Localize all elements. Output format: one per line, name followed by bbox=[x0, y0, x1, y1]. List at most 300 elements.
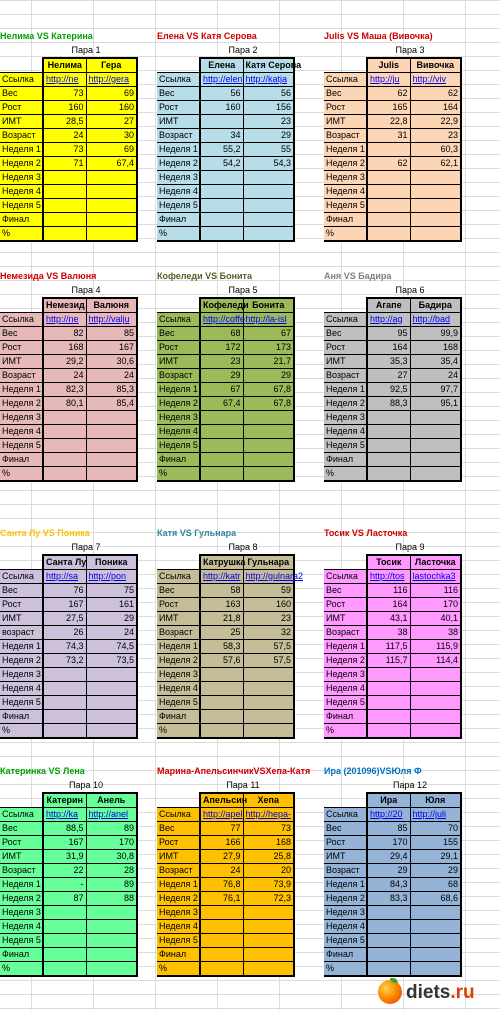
row-label-cell[interactable]: Вес bbox=[324, 822, 367, 836]
profile-link-cell[interactable]: http://pon bbox=[86, 570, 137, 584]
value-cell[interactable]: 95 bbox=[367, 327, 410, 341]
row-label-cell[interactable]: Ссылка bbox=[324, 570, 367, 584]
row-label-cell[interactable]: % bbox=[324, 467, 367, 482]
value-cell[interactable]: 40,1 bbox=[410, 612, 461, 626]
empty-cell[interactable] bbox=[410, 425, 461, 439]
value-cell[interactable]: 168 bbox=[243, 836, 294, 850]
row-label-cell[interactable]: возраст bbox=[0, 626, 43, 640]
row-label-cell[interactable]: Рост bbox=[157, 598, 200, 612]
value-cell[interactable]: 23 bbox=[243, 115, 294, 129]
row-label-cell[interactable]: Вес bbox=[324, 327, 367, 341]
empty-cell[interactable] bbox=[243, 934, 294, 948]
pair-title[interactable]: Кофеледи VS Бонита bbox=[157, 271, 252, 281]
empty-cell[interactable] bbox=[200, 425, 243, 439]
row-label-cell[interactable]: Неделя 5 bbox=[324, 696, 367, 710]
row-label-cell[interactable]: Возраст bbox=[157, 626, 200, 640]
participant-name-cell[interactable]: Ласточка bbox=[410, 555, 461, 570]
row-label-cell[interactable]: Неделя 1 bbox=[0, 878, 43, 892]
value-cell[interactable]: 27,9 bbox=[200, 850, 243, 864]
value-cell[interactable]: 29 bbox=[243, 369, 294, 383]
value-cell[interactable] bbox=[367, 143, 410, 157]
value-cell[interactable]: 73 bbox=[43, 143, 86, 157]
value-cell[interactable]: 85,4 bbox=[86, 397, 137, 411]
value-cell[interactable]: 67,8 bbox=[243, 397, 294, 411]
row-label-cell[interactable]: Ссылка bbox=[157, 73, 200, 87]
value-cell[interactable]: 21,7 bbox=[243, 355, 294, 369]
empty-cell[interactable] bbox=[86, 227, 137, 242]
value-cell[interactable]: 170 bbox=[410, 598, 461, 612]
value-cell[interactable]: 160 bbox=[86, 101, 137, 115]
value-cell[interactable]: 92,5 bbox=[367, 383, 410, 397]
value-cell[interactable]: 73 bbox=[43, 87, 86, 101]
value-cell[interactable]: 164 bbox=[367, 341, 410, 355]
row-label-cell[interactable]: % bbox=[157, 467, 200, 482]
value-cell[interactable]: 74,5 bbox=[86, 640, 137, 654]
participant-name-cell[interactable]: Хепа bbox=[243, 793, 294, 808]
profile-link-cell[interactable]: http://ka bbox=[43, 808, 86, 822]
empty-cell[interactable] bbox=[86, 682, 137, 696]
participant-name-cell[interactable]: Julis bbox=[367, 58, 410, 73]
profile-link-cell[interactable]: http://sa bbox=[43, 570, 86, 584]
pair-title[interactable]: Немезида VS Валюня bbox=[0, 271, 97, 281]
profile-link-cell[interactable]: http://viv bbox=[410, 73, 461, 87]
empty-cell[interactable] bbox=[43, 171, 86, 185]
row-label-cell[interactable]: ИМТ bbox=[324, 850, 367, 864]
empty-cell[interactable] bbox=[410, 467, 461, 482]
value-cell[interactable]: 20 bbox=[243, 864, 294, 878]
row-label-cell[interactable]: Неделя 1 bbox=[157, 640, 200, 654]
value-cell[interactable]: 62,1 bbox=[410, 157, 461, 171]
empty-cell[interactable] bbox=[367, 724, 410, 739]
row-label-cell[interactable]: Неделя 1 bbox=[324, 143, 367, 157]
empty-cell[interactable] bbox=[367, 467, 410, 482]
empty-cell[interactable] bbox=[243, 710, 294, 724]
row-label-cell[interactable]: Неделя 4 bbox=[0, 425, 43, 439]
empty-cell[interactable] bbox=[200, 411, 243, 425]
row-label-cell[interactable]: Неделя 5 bbox=[157, 934, 200, 948]
value-cell[interactable]: 72,3 bbox=[243, 892, 294, 906]
row-label-cell[interactable]: Финал bbox=[0, 710, 43, 724]
empty-cell[interactable] bbox=[410, 439, 461, 453]
row-label-cell[interactable]: % bbox=[0, 227, 43, 242]
empty-cell[interactable] bbox=[200, 962, 243, 977]
empty-cell[interactable] bbox=[243, 171, 294, 185]
empty-cell[interactable] bbox=[367, 411, 410, 425]
value-cell[interactable]: 27,5 bbox=[43, 612, 86, 626]
empty-cell[interactable] bbox=[200, 668, 243, 682]
row-label-cell[interactable]: Ссылка bbox=[157, 570, 200, 584]
value-cell[interactable]: 75 bbox=[86, 584, 137, 598]
row-label-cell[interactable]: Финал bbox=[324, 453, 367, 467]
row-label-cell[interactable]: Финал bbox=[324, 213, 367, 227]
row-label-cell[interactable]: Финал bbox=[157, 213, 200, 227]
empty-cell[interactable] bbox=[243, 724, 294, 739]
row-label-cell[interactable]: Финал bbox=[0, 948, 43, 962]
participant-name-cell[interactable]: Нелима bbox=[43, 58, 86, 73]
value-cell[interactable]: 82 bbox=[43, 327, 86, 341]
value-cell[interactable]: 67,4 bbox=[86, 157, 137, 171]
value-cell[interactable]: 82,3 bbox=[43, 383, 86, 397]
empty-cell[interactable] bbox=[43, 724, 86, 739]
value-cell[interactable]: 88,5 bbox=[43, 822, 86, 836]
value-cell[interactable]: 89 bbox=[86, 878, 137, 892]
row-label-cell[interactable]: Ссылка bbox=[324, 808, 367, 822]
profile-link-cell[interactable]: http://apel bbox=[200, 808, 243, 822]
empty-cell[interactable] bbox=[367, 425, 410, 439]
value-cell[interactable]: 38 bbox=[367, 626, 410, 640]
profile-link-cell[interactable]: http://la-isl bbox=[243, 313, 294, 327]
value-cell[interactable]: 114,4 bbox=[410, 654, 461, 668]
empty-cell[interactable] bbox=[410, 227, 461, 242]
row-label-cell[interactable]: Неделя 3 bbox=[157, 906, 200, 920]
value-cell[interactable]: 30,8 bbox=[86, 850, 137, 864]
row-label-cell[interactable]: Возраст bbox=[324, 129, 367, 143]
value-cell[interactable]: 160 bbox=[43, 101, 86, 115]
row-label-cell[interactable]: Рост bbox=[324, 836, 367, 850]
value-cell[interactable]: 161 bbox=[86, 598, 137, 612]
row-label-cell[interactable]: Неделя 4 bbox=[0, 682, 43, 696]
value-cell[interactable]: 62 bbox=[367, 157, 410, 171]
value-cell[interactable]: 29 bbox=[200, 369, 243, 383]
empty-cell[interactable] bbox=[86, 724, 137, 739]
profile-link-cell[interactable]: http://ju bbox=[367, 73, 410, 87]
value-cell[interactable]: 24 bbox=[200, 864, 243, 878]
row-label-cell[interactable]: Ссылка bbox=[324, 73, 367, 87]
row-label-cell[interactable]: Возраст bbox=[324, 864, 367, 878]
value-cell[interactable]: 30 bbox=[86, 129, 137, 143]
value-cell[interactable]: 29,4 bbox=[367, 850, 410, 864]
empty-cell[interactable] bbox=[367, 213, 410, 227]
empty-cell[interactable] bbox=[243, 213, 294, 227]
empty-cell[interactable] bbox=[43, 696, 86, 710]
empty-cell[interactable] bbox=[200, 439, 243, 453]
value-cell[interactable]: 55 bbox=[243, 143, 294, 157]
row-label-cell[interactable]: Вес bbox=[0, 87, 43, 101]
row-label-cell[interactable]: % bbox=[157, 227, 200, 242]
value-cell[interactable]: 70 bbox=[410, 822, 461, 836]
value-cell[interactable]: 35,4 bbox=[410, 355, 461, 369]
value-cell[interactable]: 32 bbox=[243, 626, 294, 640]
row-label-cell[interactable]: Неделя 4 bbox=[0, 185, 43, 199]
value-cell[interactable]: 170 bbox=[367, 836, 410, 850]
empty-cell[interactable] bbox=[43, 668, 86, 682]
empty-cell[interactable] bbox=[410, 411, 461, 425]
value-cell[interactable]: 88,3 bbox=[367, 397, 410, 411]
header-empty-cell[interactable] bbox=[0, 298, 43, 313]
empty-cell[interactable] bbox=[243, 682, 294, 696]
empty-cell[interactable] bbox=[367, 185, 410, 199]
empty-cell[interactable] bbox=[243, 467, 294, 482]
value-cell[interactable]: 84,3 bbox=[367, 878, 410, 892]
pair-title[interactable]: Ира (201096)VSЮля Ф bbox=[324, 766, 422, 776]
row-label-cell[interactable]: Рост bbox=[324, 341, 367, 355]
value-cell[interactable]: 62 bbox=[410, 87, 461, 101]
value-cell[interactable]: - bbox=[43, 878, 86, 892]
row-label-cell[interactable]: % bbox=[157, 724, 200, 739]
row-label-cell[interactable]: Финал bbox=[324, 710, 367, 724]
empty-cell[interactable] bbox=[410, 453, 461, 467]
empty-cell[interactable] bbox=[367, 682, 410, 696]
empty-cell[interactable] bbox=[367, 710, 410, 724]
empty-cell[interactable] bbox=[86, 906, 137, 920]
header-empty-cell[interactable] bbox=[324, 793, 367, 808]
value-cell[interactable]: 62 bbox=[367, 87, 410, 101]
value-cell[interactable]: 155 bbox=[410, 836, 461, 850]
pair-number[interactable]: Пара 6 bbox=[395, 285, 425, 295]
empty-cell[interactable] bbox=[367, 962, 410, 977]
value-cell[interactable]: 67 bbox=[200, 383, 243, 397]
empty-cell[interactable] bbox=[43, 425, 86, 439]
row-label-cell[interactable]: Неделя 3 bbox=[324, 171, 367, 185]
row-label-cell[interactable]: ИМТ bbox=[157, 850, 200, 864]
pair-number[interactable]: Пара 2 bbox=[228, 45, 258, 55]
participant-name-cell[interactable]: Елена bbox=[200, 58, 243, 73]
row-label-cell[interactable]: Вес bbox=[157, 584, 200, 598]
value-cell[interactable]: 31 bbox=[367, 129, 410, 143]
empty-cell[interactable] bbox=[367, 453, 410, 467]
profile-link-cell[interactable]: http://katja bbox=[243, 73, 294, 87]
header-empty-cell[interactable] bbox=[324, 555, 367, 570]
empty-cell[interactable] bbox=[86, 171, 137, 185]
value-cell[interactable]: 29 bbox=[367, 864, 410, 878]
value-cell[interactable]: 116 bbox=[367, 584, 410, 598]
empty-cell[interactable] bbox=[86, 920, 137, 934]
empty-cell[interactable] bbox=[243, 425, 294, 439]
value-cell[interactable]: 28 bbox=[86, 864, 137, 878]
participant-name-cell[interactable]: Гера bbox=[86, 58, 137, 73]
empty-cell[interactable] bbox=[367, 668, 410, 682]
participant-name-cell[interactable]: Вивочка bbox=[410, 58, 461, 73]
empty-cell[interactable] bbox=[200, 906, 243, 920]
row-label-cell[interactable]: Ссылка bbox=[0, 570, 43, 584]
row-label-cell[interactable]: Неделя 1 bbox=[0, 640, 43, 654]
empty-cell[interactable] bbox=[200, 227, 243, 242]
value-cell[interactable]: 58 bbox=[200, 584, 243, 598]
empty-cell[interactable] bbox=[200, 171, 243, 185]
value-cell[interactable]: 167 bbox=[43, 836, 86, 850]
value-cell[interactable]: 83,3 bbox=[367, 892, 410, 906]
empty-cell[interactable] bbox=[86, 696, 137, 710]
row-label-cell[interactable]: Неделя 5 bbox=[0, 199, 43, 213]
empty-cell[interactable] bbox=[410, 906, 461, 920]
row-label-cell[interactable]: Финал bbox=[157, 710, 200, 724]
row-label-cell[interactable]: Неделя 3 bbox=[0, 668, 43, 682]
profile-link-cell[interactable]: http://valju bbox=[86, 313, 137, 327]
row-label-cell[interactable]: ИМТ bbox=[157, 355, 200, 369]
row-label-cell[interactable]: % bbox=[324, 227, 367, 242]
empty-cell[interactable] bbox=[43, 453, 86, 467]
value-cell[interactable]: 73,2 bbox=[43, 654, 86, 668]
empty-cell[interactable] bbox=[243, 411, 294, 425]
value-cell[interactable] bbox=[200, 115, 243, 129]
value-cell[interactable]: 27 bbox=[367, 369, 410, 383]
value-cell[interactable]: 57,5 bbox=[243, 640, 294, 654]
row-label-cell[interactable]: Вес bbox=[157, 327, 200, 341]
row-label-cell[interactable]: Неделя 1 bbox=[157, 878, 200, 892]
value-cell[interactable]: 25,8 bbox=[243, 850, 294, 864]
profile-link-cell[interactable]: http://coffe bbox=[200, 313, 243, 327]
participant-name-cell[interactable]: Тосик bbox=[367, 555, 410, 570]
row-label-cell[interactable]: Ссылка bbox=[0, 313, 43, 327]
empty-cell[interactable] bbox=[86, 710, 137, 724]
empty-cell[interactable] bbox=[200, 682, 243, 696]
pair-title[interactable]: Катя VS Гульнара bbox=[157, 528, 237, 538]
empty-cell[interactable] bbox=[243, 948, 294, 962]
empty-cell[interactable] bbox=[200, 724, 243, 739]
empty-cell[interactable] bbox=[43, 439, 86, 453]
pair-number[interactable]: Пара 9 bbox=[395, 542, 425, 552]
row-label-cell[interactable]: Неделя 5 bbox=[157, 696, 200, 710]
row-label-cell[interactable]: Финал bbox=[324, 948, 367, 962]
pair-title[interactable]: Катеринка VS Лена bbox=[0, 766, 85, 776]
empty-cell[interactable] bbox=[86, 948, 137, 962]
row-label-cell[interactable]: Рост bbox=[157, 101, 200, 115]
empty-cell[interactable] bbox=[367, 948, 410, 962]
value-cell[interactable]: 89 bbox=[86, 822, 137, 836]
row-label-cell[interactable]: Рост bbox=[0, 836, 43, 850]
value-cell[interactable]: 56 bbox=[243, 87, 294, 101]
empty-cell[interactable] bbox=[43, 710, 86, 724]
pair-title[interactable]: Тосик VS Ласточка bbox=[324, 528, 408, 538]
empty-cell[interactable] bbox=[43, 213, 86, 227]
profile-link-cell[interactable]: http://elen bbox=[200, 73, 243, 87]
row-label-cell[interactable]: Неделя 2 bbox=[0, 654, 43, 668]
value-cell[interactable]: 28,5 bbox=[43, 115, 86, 129]
row-label-cell[interactable]: Неделя 5 bbox=[0, 934, 43, 948]
row-label-cell[interactable]: ИМТ bbox=[324, 612, 367, 626]
empty-cell[interactable] bbox=[200, 213, 243, 227]
empty-cell[interactable] bbox=[43, 467, 86, 482]
row-label-cell[interactable]: Рост bbox=[157, 341, 200, 355]
empty-cell[interactable] bbox=[86, 199, 137, 213]
row-label-cell[interactable]: Неделя 3 bbox=[324, 668, 367, 682]
row-label-cell[interactable]: % bbox=[0, 724, 43, 739]
empty-cell[interactable] bbox=[43, 682, 86, 696]
value-cell[interactable]: 77 bbox=[200, 822, 243, 836]
value-cell[interactable]: 73 bbox=[243, 822, 294, 836]
profile-link-cell[interactable]: http://ne bbox=[43, 73, 86, 87]
profile-link-cell[interactable]: http://gera bbox=[86, 73, 137, 87]
value-cell[interactable]: 23 bbox=[410, 129, 461, 143]
empty-cell[interactable] bbox=[86, 453, 137, 467]
row-label-cell[interactable]: Вес bbox=[324, 584, 367, 598]
empty-cell[interactable] bbox=[410, 171, 461, 185]
value-cell[interactable]: 164 bbox=[367, 598, 410, 612]
participant-name-cell[interactable]: Кофеледи bbox=[200, 298, 243, 313]
row-label-cell[interactable]: Неделя 5 bbox=[324, 439, 367, 453]
empty-cell[interactable] bbox=[243, 668, 294, 682]
row-label-cell[interactable]: Неделя 3 bbox=[0, 171, 43, 185]
row-label-cell[interactable]: Вес bbox=[324, 87, 367, 101]
empty-cell[interactable] bbox=[86, 467, 137, 482]
row-label-cell[interactable]: Возраст bbox=[157, 369, 200, 383]
row-label-cell[interactable]: Рост bbox=[0, 101, 43, 115]
header-empty-cell[interactable] bbox=[157, 555, 200, 570]
value-cell[interactable]: 54,3 bbox=[243, 157, 294, 171]
value-cell[interactable]: 27 bbox=[86, 115, 137, 129]
pair-number[interactable]: Пара 7 bbox=[71, 542, 101, 552]
participant-name-cell[interactable]: Анель bbox=[86, 793, 137, 808]
pair-number[interactable]: Пара 12 bbox=[393, 780, 427, 790]
profile-link-cell[interactable]: http://anel bbox=[86, 808, 137, 822]
row-label-cell[interactable]: Возраст bbox=[0, 129, 43, 143]
empty-cell[interactable] bbox=[86, 439, 137, 453]
empty-cell[interactable] bbox=[200, 696, 243, 710]
value-cell[interactable]: 85,3 bbox=[86, 383, 137, 397]
header-empty-cell[interactable] bbox=[157, 793, 200, 808]
row-label-cell[interactable]: Неделя 2 bbox=[0, 397, 43, 411]
value-cell[interactable]: 29,2 bbox=[43, 355, 86, 369]
value-cell[interactable]: 57,5 bbox=[243, 654, 294, 668]
participant-name-cell[interactable]: Гульнара bbox=[243, 555, 294, 570]
pair-number[interactable]: Пара 10 bbox=[69, 780, 103, 790]
value-cell[interactable]: 23 bbox=[243, 612, 294, 626]
row-label-cell[interactable]: Неделя 4 bbox=[157, 425, 200, 439]
value-cell[interactable]: 116 bbox=[410, 584, 461, 598]
pair-title[interactable]: Елена VS Катя Серова bbox=[157, 31, 257, 41]
empty-cell[interactable] bbox=[410, 710, 461, 724]
row-label-cell[interactable]: Рост bbox=[324, 101, 367, 115]
participant-name-cell[interactable]: Ира bbox=[367, 793, 410, 808]
value-cell[interactable]: 68 bbox=[410, 878, 461, 892]
value-cell[interactable]: 88 bbox=[86, 892, 137, 906]
row-label-cell[interactable]: Неделя 3 bbox=[0, 411, 43, 425]
pair-number[interactable]: Пара 4 bbox=[71, 285, 101, 295]
row-label-cell[interactable]: Неделя 5 bbox=[324, 199, 367, 213]
row-label-cell[interactable]: ИМТ bbox=[0, 355, 43, 369]
row-label-cell[interactable]: Неделя 4 bbox=[157, 185, 200, 199]
value-cell[interactable]: 166 bbox=[200, 836, 243, 850]
row-label-cell[interactable]: Неделя 3 bbox=[0, 906, 43, 920]
value-cell[interactable]: 99,9 bbox=[410, 327, 461, 341]
empty-cell[interactable] bbox=[200, 453, 243, 467]
empty-cell[interactable] bbox=[86, 934, 137, 948]
value-cell[interactable]: 163 bbox=[200, 598, 243, 612]
empty-cell[interactable] bbox=[86, 962, 137, 977]
row-label-cell[interactable]: Вес bbox=[157, 822, 200, 836]
empty-cell[interactable] bbox=[367, 906, 410, 920]
row-label-cell[interactable]: Финал bbox=[0, 213, 43, 227]
profile-link-cell[interactable]: http://20 bbox=[367, 808, 410, 822]
empty-cell[interactable] bbox=[410, 199, 461, 213]
empty-cell[interactable] bbox=[86, 668, 137, 682]
profile-link-cell[interactable]: http://hepa- bbox=[243, 808, 294, 822]
value-cell[interactable]: 38 bbox=[410, 626, 461, 640]
row-label-cell[interactable]: Рост bbox=[0, 598, 43, 612]
value-cell[interactable]: 22,8 bbox=[367, 115, 410, 129]
value-cell[interactable]: 22 bbox=[43, 864, 86, 878]
pair-title[interactable]: Julis VS Маша (Вивочка) bbox=[324, 31, 433, 41]
row-label-cell[interactable]: Неделя 5 bbox=[324, 934, 367, 948]
value-cell[interactable]: 97,7 bbox=[410, 383, 461, 397]
empty-cell[interactable] bbox=[410, 213, 461, 227]
row-label-cell[interactable]: Неделя 2 bbox=[157, 892, 200, 906]
profile-link-cell[interactable]: http://juli bbox=[410, 808, 461, 822]
value-cell[interactable]: 73,9 bbox=[243, 878, 294, 892]
value-cell[interactable]: 31,9 bbox=[43, 850, 86, 864]
row-label-cell[interactable]: Рост bbox=[324, 598, 367, 612]
empty-cell[interactable] bbox=[410, 682, 461, 696]
header-empty-cell[interactable] bbox=[0, 793, 43, 808]
participant-name-cell[interactable]: Юля bbox=[410, 793, 461, 808]
empty-cell[interactable] bbox=[86, 213, 137, 227]
empty-cell[interactable] bbox=[243, 439, 294, 453]
row-label-cell[interactable]: Неделя 3 bbox=[324, 906, 367, 920]
row-label-cell[interactable]: % bbox=[0, 467, 43, 482]
row-label-cell[interactable]: Неделя 3 bbox=[157, 668, 200, 682]
value-cell[interactable]: 55,2 bbox=[200, 143, 243, 157]
pair-title[interactable]: Санта Лу VS Поника bbox=[0, 528, 90, 538]
